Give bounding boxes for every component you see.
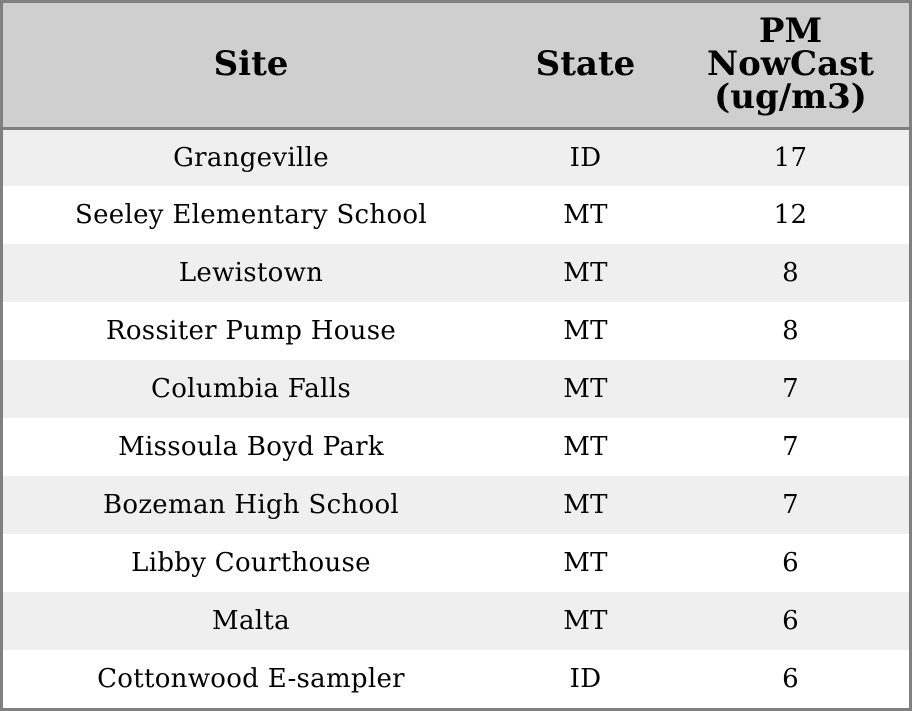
cell-pm-nowcast: 6 — [782, 663, 799, 694]
cell-state: MT — [563, 432, 608, 462]
cell-site: Columbia Falls — [151, 374, 351, 404]
table-row — [3, 360, 909, 418]
table-header — [3, 3, 909, 128]
table-row — [3, 476, 909, 534]
header-pm-line-3: (ug/m3) — [714, 77, 867, 118]
cell-site: Malta — [212, 606, 290, 636]
cell-site: Lewistown — [178, 258, 324, 288]
air-quality-table — [3, 3, 909, 707]
cell-state: MT — [563, 200, 608, 230]
header-state[interactable]: State — [499, 3, 672, 128]
cell-site: Seeley Elementary School — [75, 200, 427, 230]
table-row — [3, 418, 909, 476]
table-row — [3, 534, 909, 592]
cell-pm-nowcast: 7 — [782, 490, 799, 520]
table-row — [3, 128, 909, 186]
cell-state: MT — [563, 606, 608, 636]
header-pm-nowcast[interactable] — [672, 3, 909, 128]
table-row — [3, 592, 909, 650]
cell-site: Missoula Boyd Park — [118, 432, 384, 462]
table-row — [3, 302, 909, 360]
cell-pm-nowcast: 8 — [782, 258, 799, 288]
table-row — [3, 650, 909, 707]
cell-state: ID — [569, 142, 602, 173]
cell-state: MT — [563, 548, 608, 578]
header-row — [3, 3, 909, 128]
header-site[interactable]: Site — [3, 3, 499, 128]
cell-site: Cottonwood E-sampler — [97, 663, 405, 694]
cell-pm-nowcast: 7 — [782, 432, 799, 462]
cell-state: MT — [563, 490, 608, 520]
cell-pm-nowcast: 8 — [782, 316, 799, 346]
cell-state: MT — [563, 374, 608, 404]
cell-site: Grangeville — [173, 142, 329, 173]
cell-pm-nowcast: 6 — [782, 606, 799, 636]
cell-site: Libby Courthouse — [131, 548, 371, 578]
cell-state: MT — [563, 258, 608, 288]
header-pm-line-2: NowCast — [707, 44, 874, 85]
header-pm-line-1: PM — [758, 11, 823, 52]
cell-site: Bozeman High School — [102, 490, 400, 520]
cell-site: Rossiter Pump House — [105, 316, 397, 346]
table-body — [3, 128, 909, 707]
cell-pm-nowcast: 12 — [773, 200, 808, 230]
cell-state: MT — [563, 316, 608, 346]
cell-pm-nowcast: 7 — [782, 374, 799, 404]
table-row — [3, 244, 909, 302]
cell-pm-nowcast: 6 — [782, 548, 799, 578]
cell-pm-nowcast: 17 — [773, 142, 808, 173]
table-row — [3, 186, 909, 244]
cell-state: ID — [569, 663, 602, 694]
